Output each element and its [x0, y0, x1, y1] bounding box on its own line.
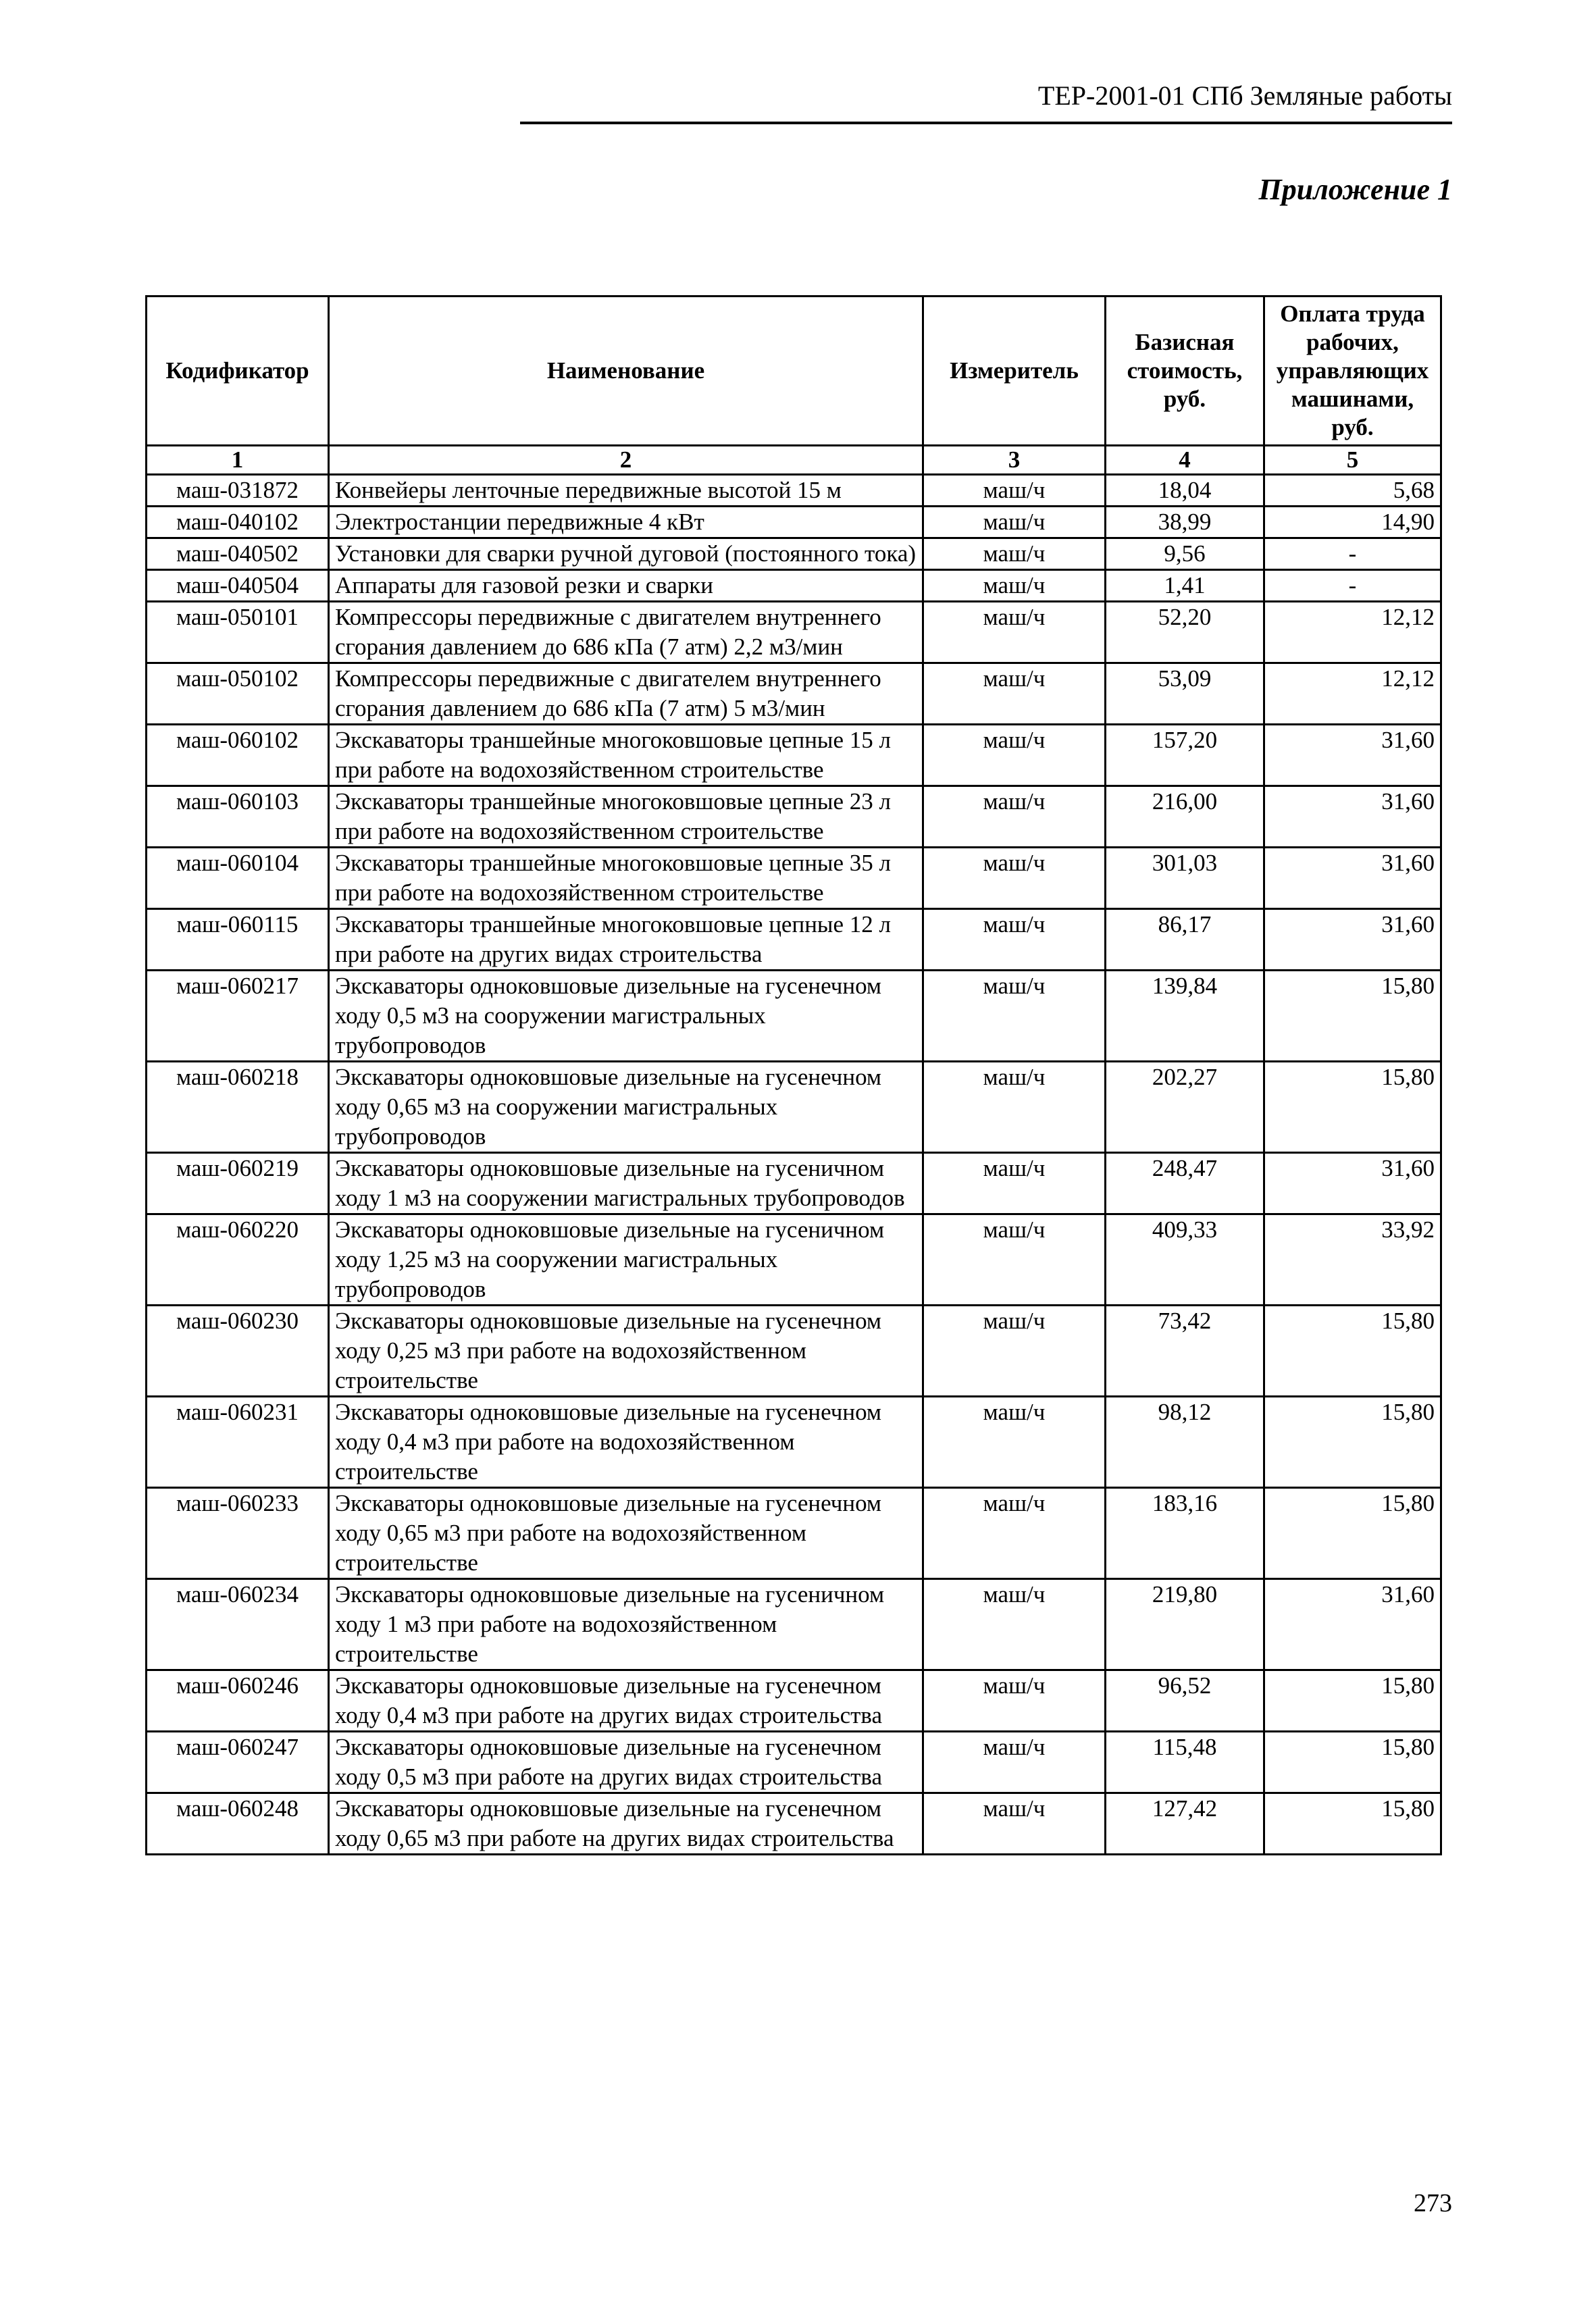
name-cell: Экскаваторы траншейные многоковшовые цепные 15 л при работе на водохозяйственном строительстве — [329, 725, 923, 786]
pay-cell: 12,12 — [1264, 663, 1441, 725]
unit-cell: маш/ч — [923, 1793, 1106, 1855]
name-cell: Экскаваторы одноковшовые дизельные на гусенечном ходу 0,4 м3 при работе на водохозяйственном строительстве — [329, 1397, 923, 1488]
table-row — [147, 1062, 1441, 1153]
table-row — [147, 786, 1441, 848]
code-cell: маш-060233 — [147, 1488, 329, 1579]
table-row — [147, 602, 1441, 663]
name-cell: Конвейеры ленточные передвижные высотой 15 м — [329, 475, 923, 507]
unit-cell: маш/ч — [923, 1306, 1106, 1397]
table-row — [147, 1793, 1441, 1855]
cost-cell: 9,56 — [1106, 538, 1264, 570]
table-row — [147, 1670, 1441, 1732]
unit-cell: маш/ч — [923, 1153, 1106, 1214]
pay-cell: 31,60 — [1264, 848, 1441, 909]
unit-cell: маш/ч — [923, 663, 1106, 725]
name-cell: Аппараты для газовой резки и сварки — [329, 570, 923, 602]
column-number: 2 — [329, 446, 923, 475]
code-cell: маш-050102 — [147, 663, 329, 725]
code-cell: маш-060246 — [147, 1670, 329, 1732]
table-row — [147, 1579, 1441, 1670]
table-row — [147, 507, 1441, 538]
pay-cell: 5,68 — [1264, 475, 1441, 507]
unit-cell: маш/ч — [923, 475, 1106, 507]
unit-cell: маш/ч — [923, 507, 1106, 538]
table-row — [147, 1397, 1441, 1488]
pay-cell: 31,60 — [1264, 1153, 1441, 1214]
name-cell: Экскаваторы одноковшовые дизельные на гусеничном ходу 1 м3 на сооружении магистральных трубопроводов — [329, 1153, 923, 1214]
cost-cell: 38,99 — [1106, 507, 1264, 538]
name-cell: Экскаваторы одноковшовые дизельные на гусенечном ходу 0,65 м3 при работе на водохозяйственном строительстве — [329, 1488, 923, 1579]
code-cell: маш-060218 — [147, 1062, 329, 1153]
pay-cell: 15,80 — [1264, 1670, 1441, 1732]
cost-cell: 115,48 — [1106, 1732, 1264, 1793]
code-cell: маш-060220 — [147, 1214, 329, 1306]
code-cell: маш-040504 — [147, 570, 329, 602]
cost-cell: 98,12 — [1106, 1397, 1264, 1488]
unit-cell: маш/ч — [923, 1488, 1106, 1579]
code-cell: маш-060104 — [147, 848, 329, 909]
code-cell: маш-060248 — [147, 1793, 329, 1855]
column-header-pay: Оплата труда рабочих, управляющих машинами, руб. — [1264, 297, 1441, 446]
table-row — [147, 1488, 1441, 1579]
cost-cell: 219,80 — [1106, 1579, 1264, 1670]
column-number: 3 — [923, 446, 1106, 475]
unit-cell: маш/ч — [923, 971, 1106, 1062]
name-cell: Экскаваторы одноковшовые дизельные на гусенечном ходу 0,25 м3 при работе на водохозяйственном строительстве — [329, 1306, 923, 1397]
unit-cell: маш/ч — [923, 602, 1106, 663]
pay-cell: 33,92 — [1264, 1214, 1441, 1306]
pay-cell: 12,12 — [1264, 602, 1441, 663]
cost-cell: 1,41 — [1106, 570, 1264, 602]
table-row — [147, 971, 1441, 1062]
cost-cell: 157,20 — [1106, 725, 1264, 786]
column-number: 1 — [147, 446, 329, 475]
unit-cell: маш/ч — [923, 1670, 1106, 1732]
code-cell: маш-040502 — [147, 538, 329, 570]
pay-cell: 31,60 — [1264, 786, 1441, 848]
pay-cell: 15,80 — [1264, 1062, 1441, 1153]
pay-cell: 15,80 — [1264, 971, 1441, 1062]
table-row — [147, 663, 1441, 725]
pay-cell: 31,60 — [1264, 1579, 1441, 1670]
unit-cell: маш/ч — [923, 725, 1106, 786]
pay-cell: 15,80 — [1264, 1793, 1441, 1855]
unit-cell: маш/ч — [923, 1579, 1106, 1670]
unit-cell: маш/ч — [923, 1214, 1106, 1306]
code-cell: маш-040102 — [147, 507, 329, 538]
cost-cell: 183,16 — [1106, 1488, 1264, 1579]
pay-cell: 15,80 — [1264, 1397, 1441, 1488]
cost-cell: 86,17 — [1106, 909, 1264, 971]
code-cell: маш-060247 — [147, 1732, 329, 1793]
code-cell: маш-060230 — [147, 1306, 329, 1397]
cost-cell: 248,47 — [1106, 1153, 1264, 1214]
pay-cell: 15,80 — [1264, 1306, 1441, 1397]
code-cell: маш-060234 — [147, 1579, 329, 1670]
unit-cell: маш/ч — [923, 909, 1106, 971]
table-row — [147, 909, 1441, 971]
name-cell: Экскаваторы одноковшовые дизельные на гусеничном ходу 1 м3 при работе на водохозяйственном строительстве — [329, 1579, 923, 1670]
name-cell: Экскаваторы одноковшовые дизельные на гусенечном ходу 0,5 м3 при работе на других видах строительства — [329, 1732, 923, 1793]
pay-cell: 31,60 — [1264, 909, 1441, 971]
table-row — [147, 538, 1441, 570]
table-row — [147, 570, 1441, 602]
name-cell: Экскаваторы одноковшовые дизельные на гусенечном ходу 0,5 м3 на сооружении магистральных трубопроводов — [329, 971, 923, 1062]
name-cell: Экскаваторы одноковшовые дизельные на гусенечном ходу 0,65 м3 на сооружении магистральных трубопроводов — [329, 1062, 923, 1153]
code-cell: маш-060115 — [147, 909, 329, 971]
pay-cell: 31,60 — [1264, 725, 1441, 786]
unit-cell: маш/ч — [923, 1062, 1106, 1153]
column-header-name: Наименование — [329, 297, 923, 446]
cost-cell: 202,27 — [1106, 1062, 1264, 1153]
name-cell: Экскаваторы одноковшовые дизельные на гусенечном ходу 0,65 м3 при работе на других видах строительства — [329, 1793, 923, 1855]
code-cell: маш-060102 — [147, 725, 329, 786]
code-cell: маш-050101 — [147, 602, 329, 663]
column-number: 5 — [1264, 446, 1441, 475]
pay-cell: - — [1264, 538, 1441, 570]
code-cell: маш-060103 — [147, 786, 329, 848]
unit-cell: маш/ч — [923, 538, 1106, 570]
unit-cell: маш/ч — [923, 570, 1106, 602]
cost-cell: 96,52 — [1106, 1670, 1264, 1732]
code-cell: маш-060217 — [147, 971, 329, 1062]
table-row — [147, 1306, 1441, 1397]
name-cell: Экскаваторы одноковшовые дизельные на гусеничном ходу 1,25 м3 на сооружении магистральных трубопроводов — [329, 1214, 923, 1306]
unit-cell: маш/ч — [923, 786, 1106, 848]
table-row — [147, 725, 1441, 786]
name-cell: Экскаваторы траншейные многоковшовые цепные 12 л при работе на других видах строительства — [329, 909, 923, 971]
table-row — [147, 1732, 1441, 1793]
cost-cell: 127,42 — [1106, 1793, 1264, 1855]
cost-cell: 301,03 — [1106, 848, 1264, 909]
code-cell: маш-060231 — [147, 1397, 329, 1488]
table-header-row — [147, 297, 1441, 446]
cost-cell: 139,84 — [1106, 971, 1264, 1062]
unit-cell: маш/ч — [923, 1397, 1106, 1488]
code-cell: маш-060219 — [147, 1153, 329, 1214]
table-row — [147, 848, 1441, 909]
table-row — [147, 475, 1441, 507]
pay-cell: 15,80 — [1264, 1488, 1441, 1579]
cost-cell: 73,42 — [1106, 1306, 1264, 1397]
name-cell: Экскаваторы траншейные многоковшовые цепные 35 л при работе на водохозяйственном строительстве — [329, 848, 923, 909]
appendix-label: Приложение 1 — [1258, 173, 1452, 206]
column-header-unit: Измеритель — [923, 297, 1106, 446]
name-cell: Электростанции передвижные 4 кВт — [329, 507, 923, 538]
name-cell: Установки для сварки ручной дуговой (постоянного тока) — [329, 538, 923, 570]
column-header-cost: Базисная стоимость, руб. — [1106, 297, 1264, 446]
name-cell: Компрессоры передвижные с двигателем внутреннего сгорания давлением до 686 кПа (7 атм) 5 м3/мин — [329, 663, 923, 725]
cost-cell: 409,33 — [1106, 1214, 1264, 1306]
document-header-title: ТЕР-2001-01 СПб Земляные работы — [1037, 80, 1452, 111]
machines-table — [145, 295, 1442, 1855]
cost-cell: 216,00 — [1106, 786, 1264, 848]
cost-cell: 52,20 — [1106, 602, 1264, 663]
pay-cell: 14,90 — [1264, 507, 1441, 538]
column-header-code: Кодификатор — [147, 297, 329, 446]
pay-cell: 15,80 — [1264, 1732, 1441, 1793]
cost-cell: 53,09 — [1106, 663, 1264, 725]
unit-cell: маш/ч — [923, 848, 1106, 909]
unit-cell: маш/ч — [923, 1732, 1106, 1793]
table-row — [147, 1153, 1441, 1214]
name-cell: Экскаваторы траншейные многоковшовые цепные 23 л при работе на водохозяйственном строительстве — [329, 786, 923, 848]
name-cell: Экскаваторы одноковшовые дизельные на гусенечном ходу 0,4 м3 при работе на других видах строительства — [329, 1670, 923, 1732]
header-rule — [520, 122, 1452, 124]
pay-cell: - — [1264, 570, 1441, 602]
table-row — [147, 1214, 1441, 1306]
page-number: 273 — [1414, 2189, 1452, 2217]
cost-cell: 18,04 — [1106, 475, 1264, 507]
column-number-row — [147, 446, 1441, 475]
name-cell: Компрессоры передвижные с двигателем внутреннего сгорания давлением до 686 кПа (7 атм) 2,2 м3/мин — [329, 602, 923, 663]
code-cell: маш-031872 — [147, 475, 329, 507]
column-number: 4 — [1106, 446, 1264, 475]
